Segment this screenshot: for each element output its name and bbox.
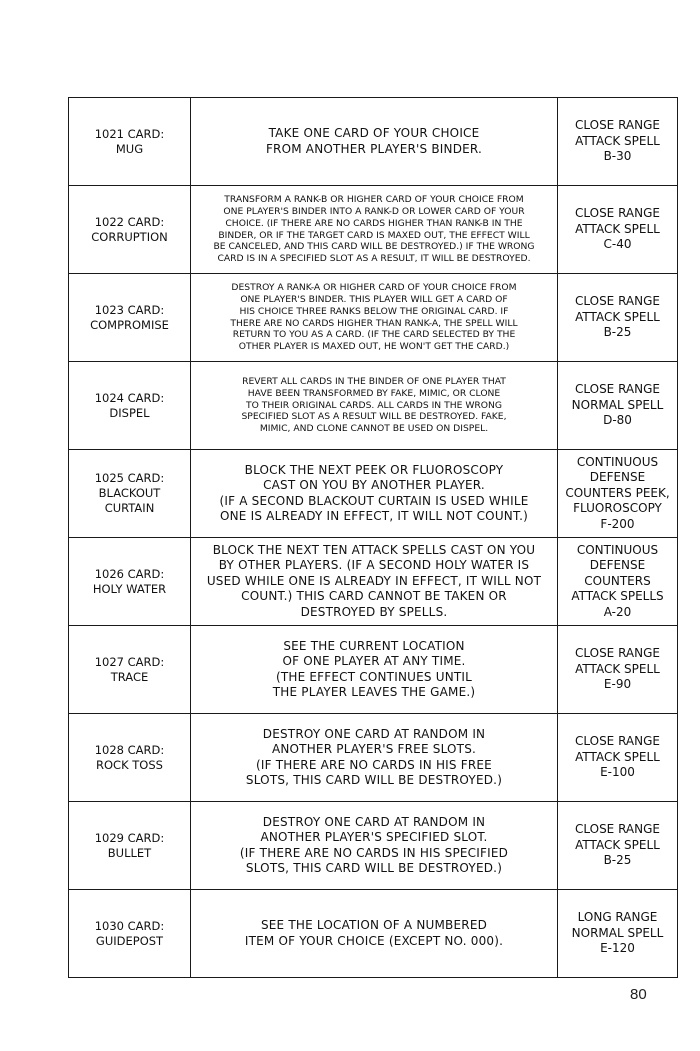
card-description-cell	[191, 714, 558, 802]
card-description-line: (IF A SECOND BLACKOUT CURTAIN IS USED WHILE	[219, 493, 529, 508]
card-description-line: FROM ANOTHER PLAYER'S BINDER.	[265, 141, 483, 156]
card-description-line: TRANSFORM A RANK-B OR HIGHER CARD OF YOUR CHOICE FROM	[224, 193, 524, 205]
card-name-line: GUIDEPOST	[95, 933, 164, 948]
card-description-line: RETURN TO YOU AS A CARD. (IF THE CARD SELECTED BY THE	[232, 329, 516, 341]
card-type-line: CLOSE RANGE	[574, 118, 660, 133]
card-name-line: TRACE	[110, 669, 149, 684]
card-description-cell	[191, 538, 558, 626]
card-description-cell	[191, 890, 558, 978]
card-name-line: MUG	[115, 141, 144, 156]
card-description-line: HAVE BEEN TRANSFORMED BY FAKE, MIMIC, OR CLONE	[247, 387, 501, 399]
card-type-line: COUNTERS	[584, 573, 651, 588]
card-row	[69, 98, 678, 186]
card-description-line: TO THEIR ORIGINAL CARDS. ALL CARDS IN THE WRONG	[245, 399, 503, 411]
card-type-cell	[558, 890, 678, 978]
card-type-line: ATTACK SPELL	[575, 837, 660, 852]
card-name-cell	[69, 362, 191, 450]
card-type-line: F-200	[600, 516, 635, 531]
card-name-line: 1030 CARD:	[94, 918, 165, 933]
card-type-line: CLOSE RANGE	[574, 294, 660, 309]
card-type-line: ATTACK SPELLS	[571, 589, 664, 604]
card-type-line: NORMAL SPELL	[571, 397, 664, 412]
card-type-line: B-25	[603, 325, 632, 340]
card-description-line: DESTROYED BY SPELLS.	[300, 604, 448, 619]
card-type-line: CLOSE RANGE	[574, 646, 660, 661]
card-name-line: 1022 CARD:	[94, 214, 165, 229]
card-type-line: DEFENSE	[589, 558, 646, 573]
card-name-cell	[69, 538, 191, 626]
card-row	[69, 186, 678, 274]
card-type-line: ATTACK SPELL	[575, 749, 660, 764]
card-name-line: 1021 CARD:	[94, 126, 165, 141]
card-description-line: REVERT ALL CARDS IN THE BINDER OF ONE PLAYER THAT	[242, 375, 506, 387]
card-description-line: USED WHILE ONE IS ALREADY IN EFFECT, IT WILL NOT	[206, 573, 542, 588]
card-type-line: CLOSE RANGE	[574, 382, 660, 397]
card-name-line: CORRUPTION	[91, 229, 168, 244]
card-name-line: 1025 CARD:	[94, 471, 165, 486]
card-type-line: ATTACK SPELL	[575, 661, 660, 676]
card-name-line: 1029 CARD:	[94, 830, 165, 845]
card-type-line: E-90	[603, 677, 632, 692]
card-description-line: SEE THE CURRENT LOCATION	[283, 638, 465, 653]
card-type-cell	[558, 274, 678, 362]
card-description-line: CAST ON YOU BY ANOTHER PLAYER.	[263, 478, 485, 493]
card-row	[69, 802, 678, 890]
card-name-line: 1023 CARD:	[94, 302, 165, 317]
card-row	[69, 890, 678, 978]
card-type-line: ATTACK SPELL	[575, 309, 660, 324]
card-type-line: B-30	[603, 149, 632, 164]
card-name-line: 1028 CARD:	[94, 742, 165, 757]
card-description-line: CARD IS IN A SPECIFIED SLOT AS A RESULT, IT WILL BE DESTROYED.	[217, 253, 531, 265]
card-description-line: BINDER, OR IF THE TARGET CARD IS MAXED OUT, THE EFFECT WILL	[218, 229, 530, 241]
card-description-line: SLOTS, THIS CARD WILL BE DESTROYED.)	[245, 772, 503, 787]
card-description-line: MIMIC, AND CLONE CANNOT BE USED ON DISPEL.	[259, 423, 489, 435]
card-description-line: SPECIFIED SLOT AS A RESULT WILL BE DESTROYED. FAKE,	[241, 411, 507, 423]
card-type-cell	[558, 714, 678, 802]
card-type-line: FLUOROSCOPY	[573, 501, 662, 516]
card-description-line: (IF THERE ARE NO CARDS IN HIS SPECIFIED	[239, 845, 509, 860]
card-name-line: DISPEL	[109, 405, 150, 420]
card-name-line: 1027 CARD:	[94, 654, 165, 669]
card-rows	[69, 98, 678, 978]
card-type-cell	[558, 450, 678, 538]
card-name-line: 1024 CARD:	[94, 390, 165, 405]
card-description-line: HIS CHOICE THREE RANKS BELOW THE ORIGINAL CARD. IF	[239, 305, 509, 317]
card-row	[69, 714, 678, 802]
card-description-cell	[191, 802, 558, 890]
card-description-line: ANOTHER PLAYER'S SPECIFIED SLOT.	[260, 830, 488, 845]
card-type-line: LONG RANGE	[577, 910, 658, 925]
card-name-line: BLACKOUT	[98, 486, 161, 501]
card-description-line: TAKE ONE CARD OF YOUR CHOICE	[268, 126, 480, 141]
card-table	[68, 97, 678, 978]
card-type-line: ATTACK SPELL	[575, 221, 660, 236]
card-type-line: CONTINUOUS	[576, 455, 659, 470]
card-type-cell	[558, 538, 678, 626]
card-description-line: ITEM OF YOUR CHOICE (EXCEPT NO. 000).	[244, 933, 504, 948]
card-type-cell	[558, 626, 678, 714]
card-description-line: SEE THE LOCATION OF A NUMBERED	[260, 918, 488, 933]
card-type-cell	[558, 186, 678, 274]
card-type-line: E-120	[600, 941, 635, 956]
card-row	[69, 450, 678, 538]
card-type-line: E-100	[600, 765, 635, 780]
card-type-cell	[558, 98, 678, 186]
card-description-cell	[191, 626, 558, 714]
card-description-line: ONE PLAYER'S BINDER INTO A RANK-D OR LOWER CARD OF YOUR	[223, 205, 525, 217]
card-name-line: BULLET	[107, 845, 152, 860]
card-row	[69, 538, 678, 626]
card-description-cell	[191, 98, 558, 186]
card-description-line: SLOTS, THIS CARD WILL BE DESTROYED.)	[245, 860, 503, 875]
card-type-cell	[558, 802, 678, 890]
card-description-line: ONE IS ALREADY IN EFFECT, IT WILL NOT COUNT.)	[219, 508, 528, 523]
card-type-line: COUNTERS PEEK,	[565, 485, 670, 500]
card-type-cell	[558, 362, 678, 450]
card-description-line: ANOTHER PLAYER'S FREE SLOTS.	[271, 742, 477, 757]
card-type-line: ATTACK SPELL	[575, 133, 660, 148]
card-description-line: DESTROY ONE CARD AT RANDOM IN	[262, 814, 486, 829]
card-description-line: THE PLAYER LEAVES THE GAME.)	[272, 684, 476, 699]
card-description-cell	[191, 274, 558, 362]
card-description-line: DESTROY A RANK-A OR HIGHER CARD OF YOUR CHOICE FROM	[231, 281, 517, 293]
card-type-line: A-20	[603, 604, 632, 619]
card-description-line: BLOCK THE NEXT PEEK OR FLUOROSCOPY	[244, 462, 504, 477]
card-type-line: DEFENSE	[589, 470, 646, 485]
card-name-line: CURTAIN	[104, 500, 155, 515]
card-description-line: THERE ARE NO CARDS HIGHER THAN RANK-A, THE SPELL WILL	[230, 317, 518, 329]
card-type-line: D-80	[603, 413, 632, 428]
card-description-line: OTHER PLAYER IS MAXED OUT, HE WON'T GET THE CARD.)	[238, 341, 510, 353]
card-name-cell	[69, 802, 191, 890]
card-type-line: CONTINUOUS	[576, 543, 659, 558]
card-type-line: CLOSE RANGE	[574, 206, 660, 221]
card-type-line: CLOSE RANGE	[574, 734, 660, 749]
card-description-line: BE CANCELED, AND THIS CARD WILL BE DESTROYED.) IF THE WRONG	[213, 241, 535, 253]
card-description-line: (IF THERE ARE NO CARDS IN HIS FREE	[256, 757, 492, 772]
card-name-cell	[69, 714, 191, 802]
card-name-cell	[69, 274, 191, 362]
card-name-line: ROCK TOSS	[96, 757, 163, 772]
card-description-cell	[191, 450, 558, 538]
page-number: 80	[630, 986, 647, 1003]
card-name-line: COMPROMISE	[90, 317, 169, 332]
card-type-line: CLOSE RANGE	[574, 822, 660, 837]
card-name-line: 1026 CARD:	[94, 566, 165, 581]
card-description-line: (THE EFFECT CONTINUES UNTIL	[275, 669, 473, 684]
card-description-cell	[191, 362, 558, 450]
card-name-line: HOLY WATER	[92, 581, 167, 596]
card-description-line: BY OTHER PLAYERS. (IF A SECOND HOLY WATER IS	[218, 558, 530, 573]
card-row	[69, 274, 678, 362]
card-name-cell	[69, 186, 191, 274]
card-row	[69, 362, 678, 450]
card-type-line: C-40	[603, 237, 632, 252]
card-type-line: NORMAL SPELL	[571, 925, 664, 940]
card-description-line: OF ONE PLAYER AT ANY TIME.	[282, 654, 466, 669]
card-description-line: BLOCK THE NEXT TEN ATTACK SPELLS CAST ON YOU	[212, 543, 536, 558]
card-type-line: B-25	[603, 853, 632, 868]
card-description-line: COUNT.) THIS CARD CANNOT BE TAKEN OR	[241, 589, 507, 604]
card-description-line: ONE PLAYER'S BINDER. THIS PLAYER WILL GET A CARD OF	[240, 293, 508, 305]
card-name-cell	[69, 98, 191, 186]
card-row	[69, 626, 678, 714]
card-description-cell	[191, 186, 558, 274]
card-name-cell	[69, 450, 191, 538]
card-description-line: DESTROY ONE CARD AT RANDOM IN	[262, 726, 486, 741]
card-description-line: CHOICE. (IF THERE ARE NO CARDS HIGHER THAN RANK-B IN THE	[225, 217, 523, 229]
card-name-cell	[69, 626, 191, 714]
card-name-cell	[69, 890, 191, 978]
